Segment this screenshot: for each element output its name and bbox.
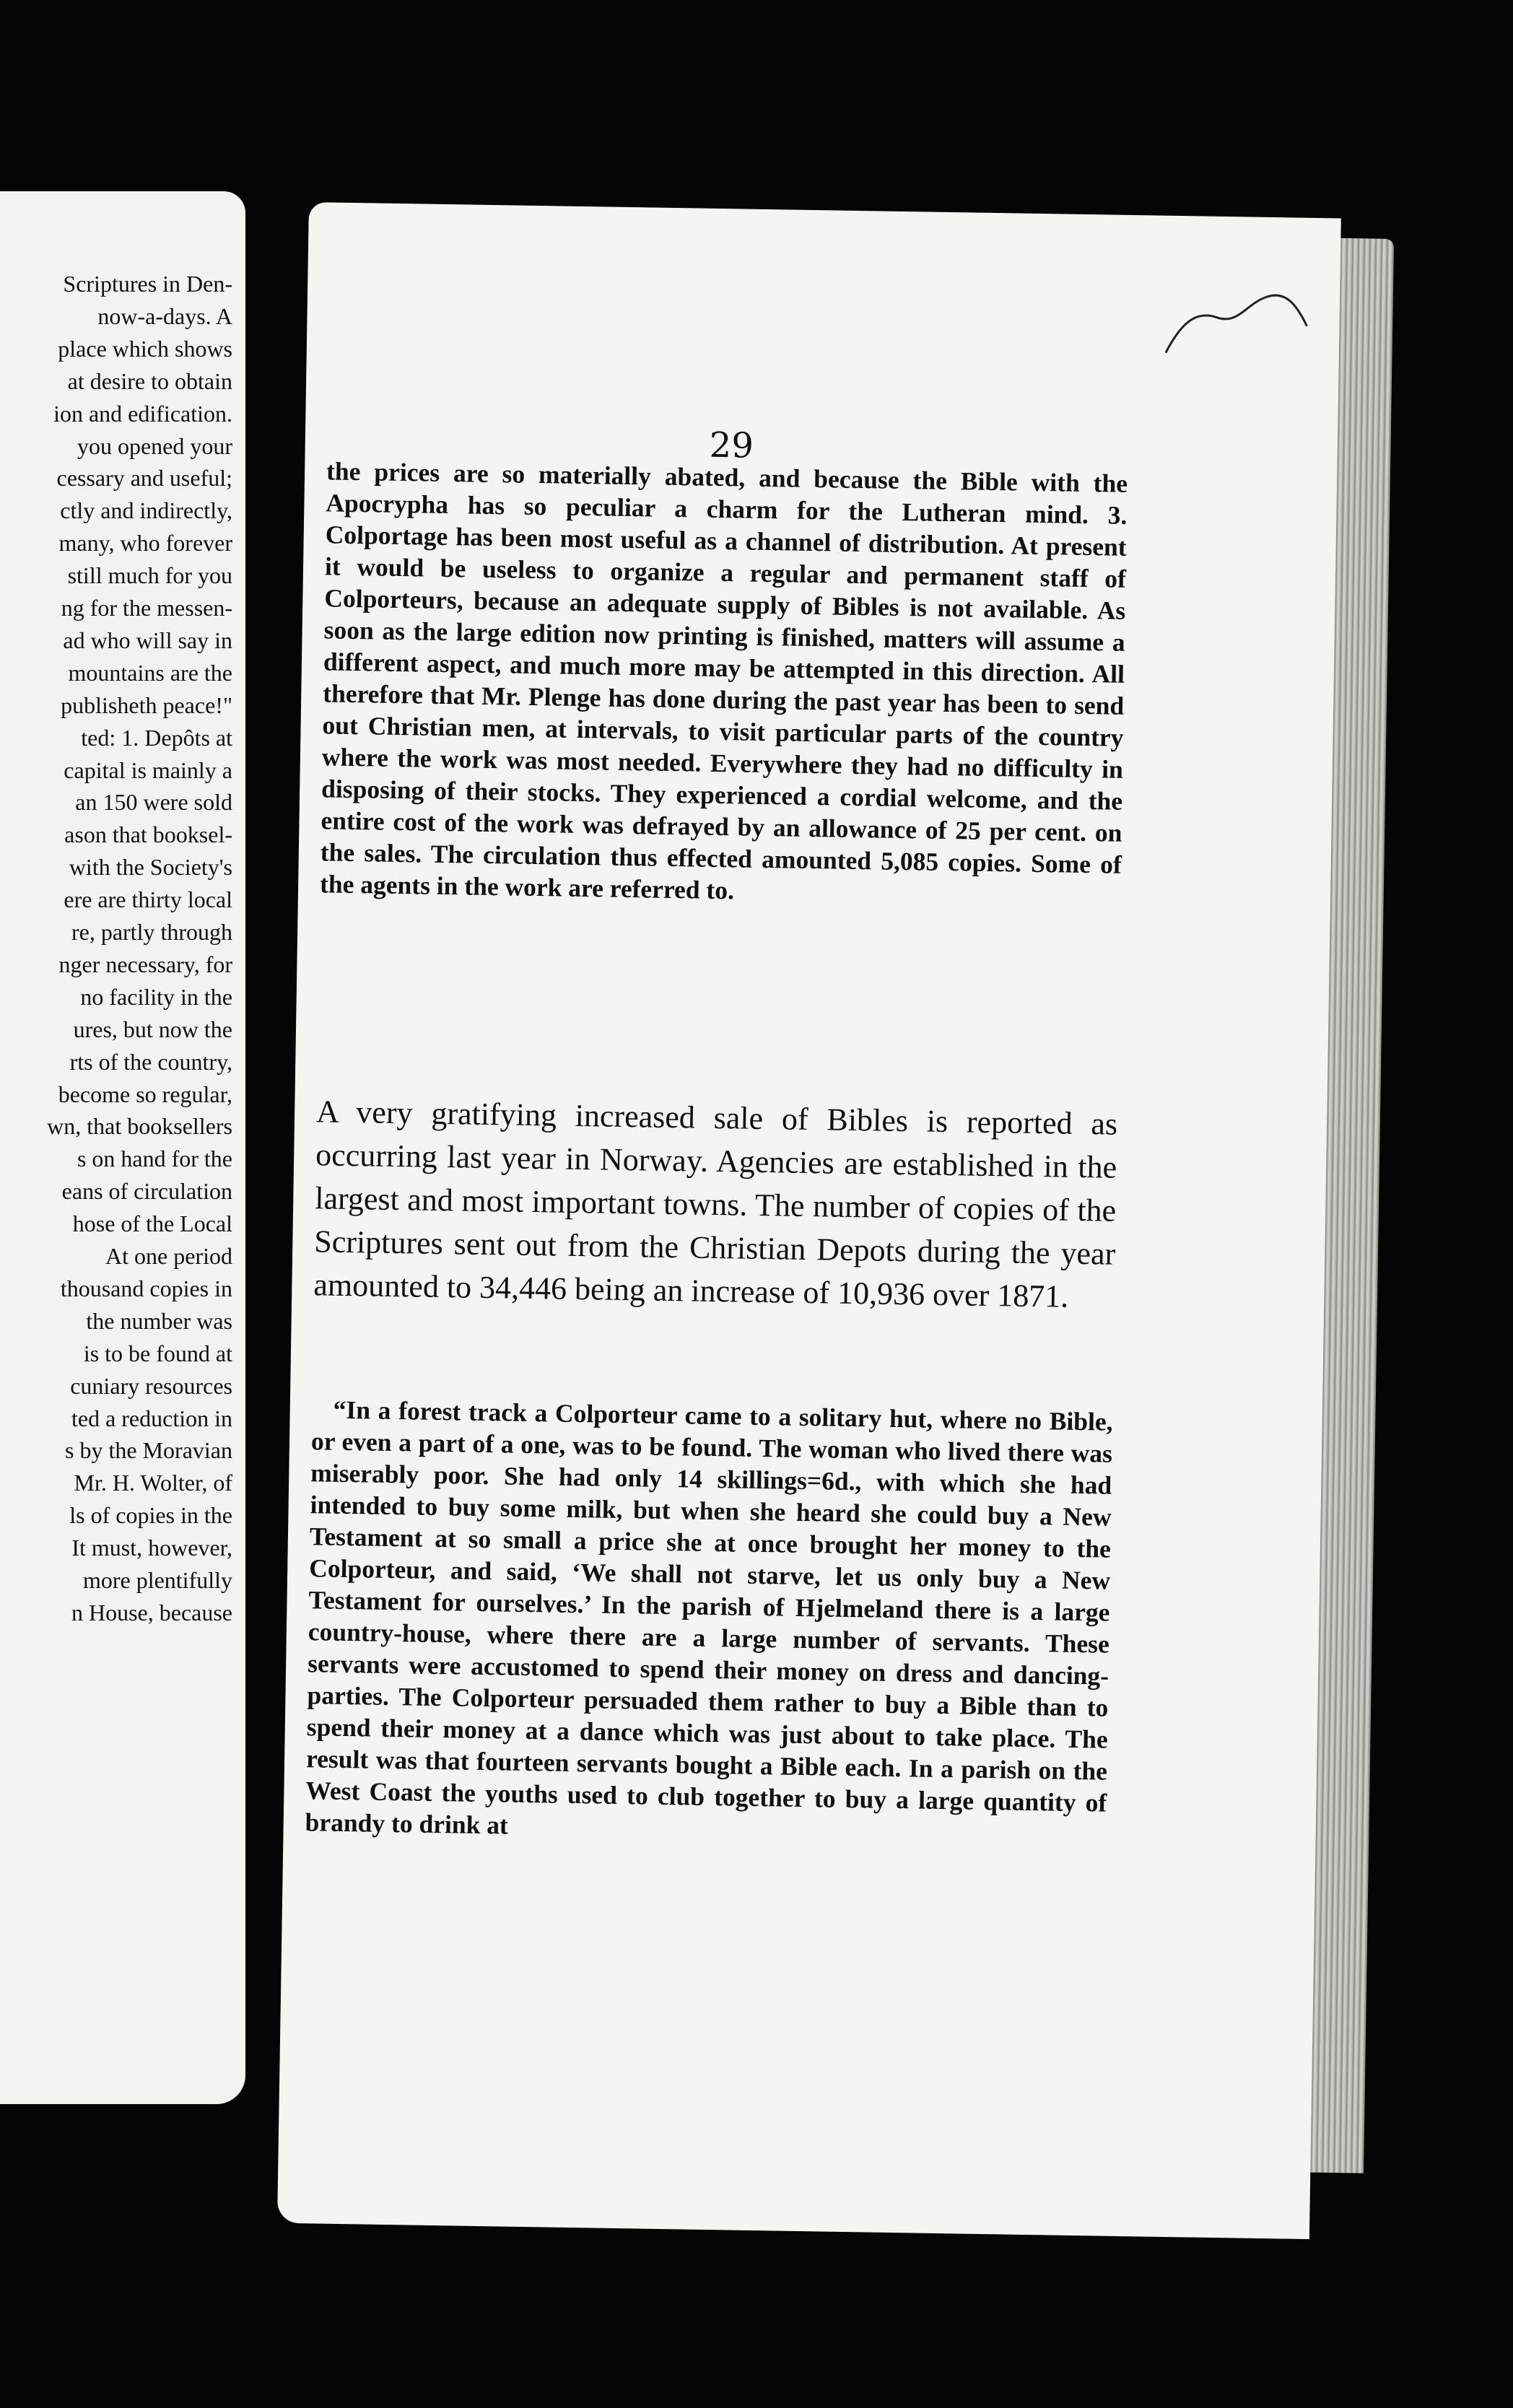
left-page-line: re, partly through [71, 919, 232, 945]
paragraph-colportage: the prices are so materially abated, and because the Bible with the Apocrypha has so peculiar a charm for the Lutheran mind. 3. Colportage has been most useful as a channel of distribution. At present it would be useless to organize a regular and permanent staff of Colporteurs, because an adequate supply of Bibles is not available. As soon as the large edition now printing is finished, matters will assume a different aspect, and much more may be attempted in this direction. All therefore that Mr. Plenge has done during the past year has been to send out Christian men, at intervals, to visit particular parts of the country where the work was most needed. Everywhere they had no difficulty in disposing of their stocks. They experienced a cordial welcome, and the entire cost of the work was defrayed by an allowance of 25 per cent. on the sales. The circulation thus effected amounted 5,085 copies. Some of the agents in the work are referred to. [319, 456, 1128, 905]
left-page-line: rts of the country, [69, 1048, 232, 1075]
pencil-mark [1158, 281, 1318, 377]
left-page-line: the number was [86, 1307, 232, 1334]
page-number: 29 [709, 424, 754, 466]
left-page-line: ls of copies in the [69, 1502, 232, 1529]
left-page-line: thousand copies in [60, 1275, 232, 1301]
left-page-line: with the Society's [69, 854, 232, 881]
left-page-line: ion and edification. [53, 400, 232, 427]
left-page-line: Mr. H. Wolter, of [74, 1470, 232, 1496]
left-page-line: s on hand for the [77, 1146, 232, 1172]
left-page-line: eans of circulation [61, 1178, 232, 1205]
left-page-line: cessary and useful; [56, 465, 232, 492]
left-page-line: many, who forever [58, 530, 232, 557]
left-page-line: wn, that booksellers [47, 1113, 232, 1140]
left-page-line: become so regular, [58, 1081, 232, 1107]
left-page-line: s by the Moravian [65, 1437, 232, 1464]
left-page-line: still much for you [67, 562, 232, 589]
left-page-line: ctly and indirectly, [60, 497, 232, 524]
left-page-line: no facility in the [80, 983, 232, 1010]
left-page-line: is to be found at [83, 1340, 232, 1366]
left-page-line: ted a reduction in [71, 1405, 232, 1431]
left-page-line: you opened your [77, 432, 232, 459]
left-page-line: At one period [105, 1243, 232, 1269]
left-page-line: nger necessary, for [58, 951, 232, 977]
left-page-line: ason that booksel- [64, 821, 232, 848]
left-page-line: now-a-days. A [97, 302, 232, 329]
left-page-line: more plentifully [82, 1567, 232, 1593]
left-page-line: publisheth peace!" [61, 692, 232, 718]
right-page [277, 202, 1341, 2239]
left-page-line: Scriptures in Den- [63, 271, 232, 297]
paragraph-colporteur-story: “In a forest track a Colporteur came to a solitary hut, where no Bible, or even a part of a one, was to be found. The woman who lived there was miserably poor. She had only 14 skillings=6d., with which she had intended to buy some milk, but when she heard she could buy a New Testament at so small a price she at once brought her money to the Colporteur, and said, ‘We shall not starve, let us only buy a New Testament for ourselves.’ In the parish of Hjelmeland there is a large country-house, where there are a large number of servants. These servants were accustomed to spend their money on dress and dancing-parties. The Colporteur persuaded them rather to buy a Bible than to spend their money at a dance which was just about to take place. The result was that fourteen servants bought a Bible each. In a parish on the West Coast the youths used to club together to buy a large quantity of brandy to drink at [305, 1395, 1113, 1840]
left-page-line: at desire to obtain [67, 367, 232, 394]
left-page-line: an 150 were sold [75, 789, 232, 816]
left-page-line: n House, because [71, 1599, 232, 1626]
left-page-line: cuniary resources [70, 1372, 232, 1399]
left-page-line: place which shows [58, 335, 232, 362]
left-page-line: ted: 1. Depôts at [81, 724, 232, 751]
left-page [0, 191, 245, 2104]
left-page-line: ng for the messen- [61, 595, 232, 621]
left-page-line: hose of the Local [72, 1210, 232, 1237]
left-page-line: ures, but now the [73, 1016, 232, 1042]
left-page-line: ere are thirty local [64, 886, 232, 913]
left-page-line: It must, however, [71, 1535, 232, 1561]
left-page-line: ad who will say in [63, 627, 232, 653]
left-page-line: mountains are the [68, 659, 232, 686]
paragraph-norway: A very gratifying increased sale of Bibles is reported as occurring last year in Norway. Agencies are established in the largest and most important towns. The number of copies of the Scriptures sent out from the Christian Depots during the year amounted to 34,446 being an increase of 10,936 over 1871. [313, 1094, 1118, 1314]
left-page-line: capital is mainly a [64, 756, 232, 783]
